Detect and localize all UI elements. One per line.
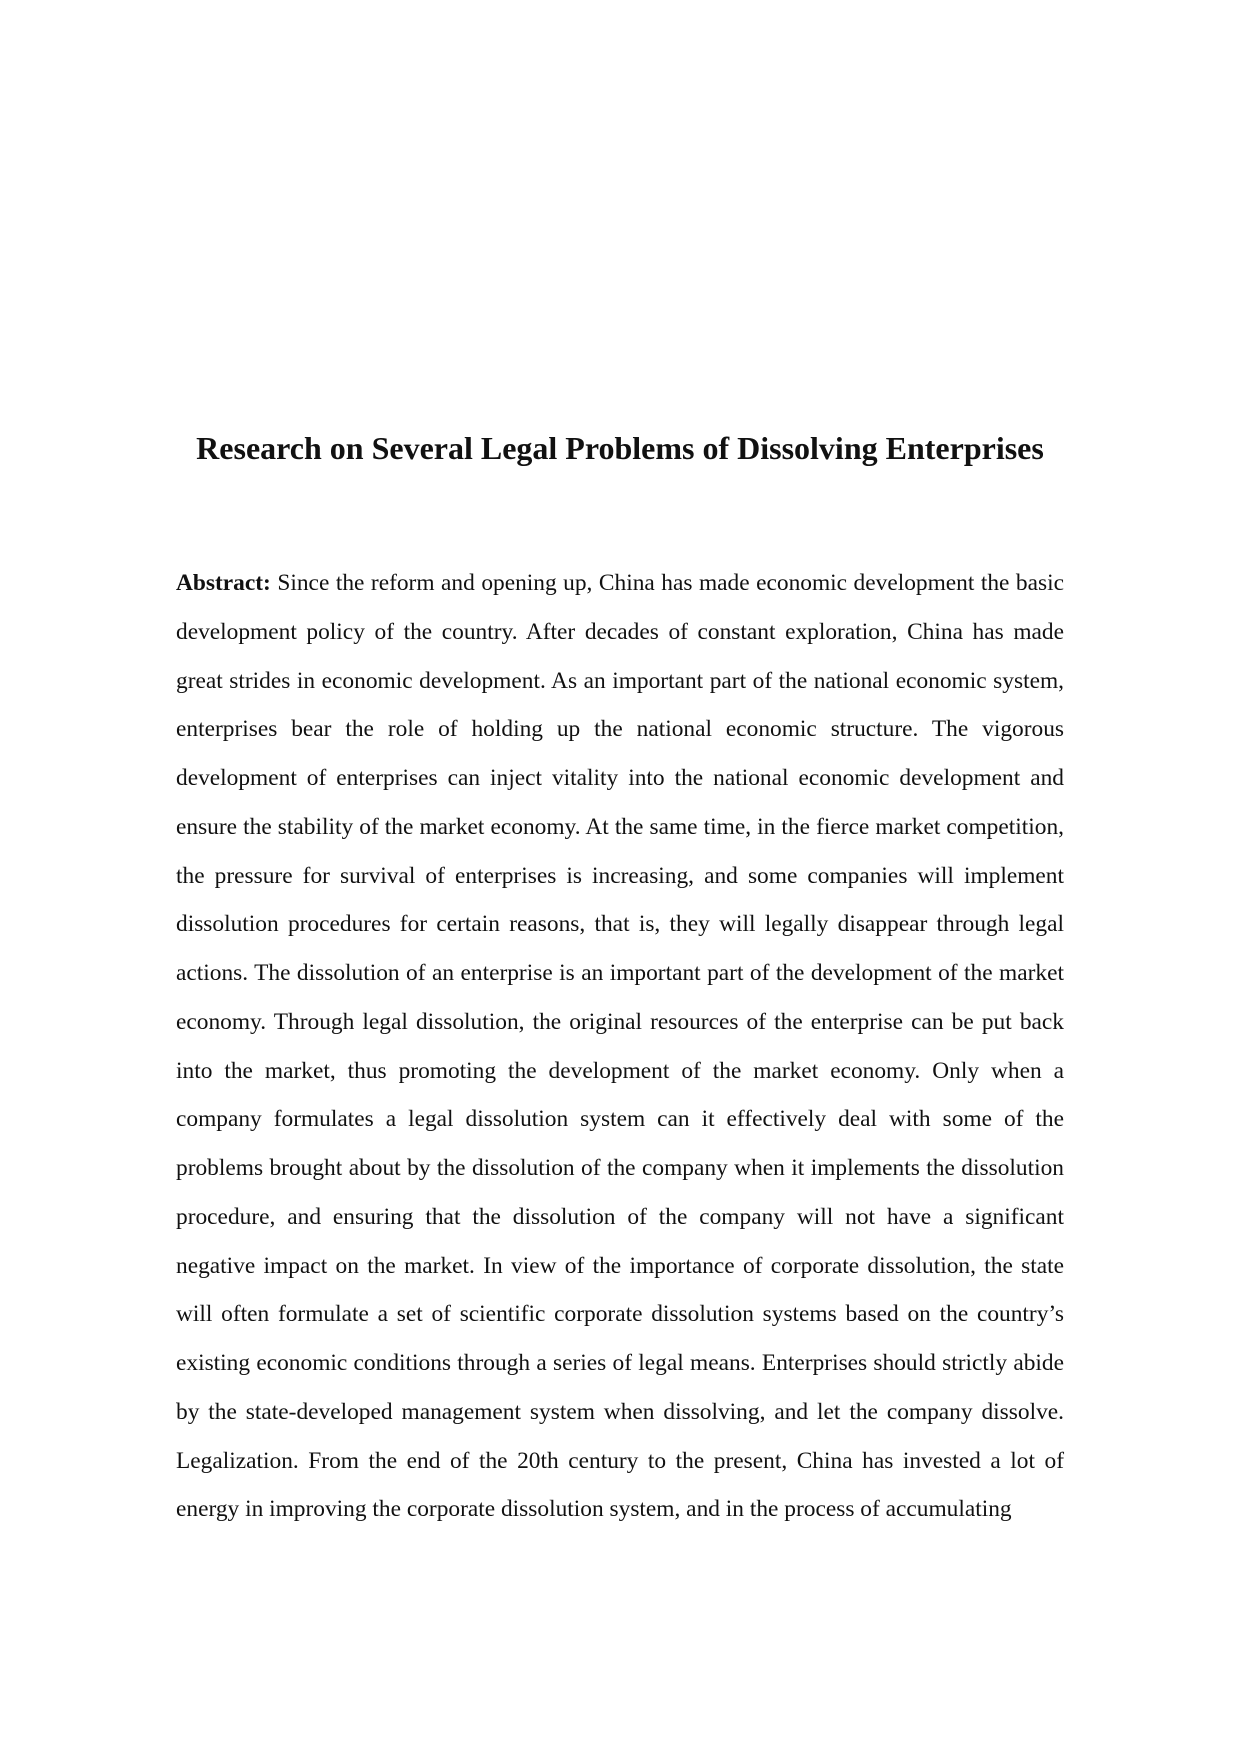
abstract-text: Since the reform and opening up, China has made economic development the basic development policy of the country. After decades of constant exploration, China has made great strides in economic development. As an important part of the national economic system, enterprises bear the role of holding up the national economic structure. The vigorous development of enterprises can inject vitality into the national economic development and ensure the stability of the market economy. At the same time, in the fierce market competition, the pressure for survival of enterprises is increasing, and some companies will implement dissolution procedures for certain reasons, that is, they will legally disappear through legal actions. The dissolution of an enterprise is an important part of the development of the market economy. Through legal dissolution, the original resources of the enterprise can be put back into the market, thus promoting the development of the market economy. Only when a company formulates a legal dissolution system can it effectively deal with some of the problems brought about by the dissolution of the company when it implements the dissolution procedure, and ensuring that the dissolution of the company will not have a significant negative impact on the market. In view of the importance of corporate dissolution, the state will often formulate a set of scientific corporate dissolution systems based on the country’s existing economic conditions through a series of legal means. Enterprises should strictly abide by the state-developed management system when dissolving, and let the company dissolve. Legalization. From the end of the 20th century to the present, China has invested a lot of energy in improving the corporate dissolution system, and in the process of accumulating bbox=[176, 570, 1064, 1523]
abstract-paragraph bbox=[176, 559, 1064, 1534]
abstract-label: Abstract: bbox=[176, 570, 271, 596]
document-title: Research on Several Legal Problems of Dissolving Enterprises bbox=[196, 430, 1044, 466]
